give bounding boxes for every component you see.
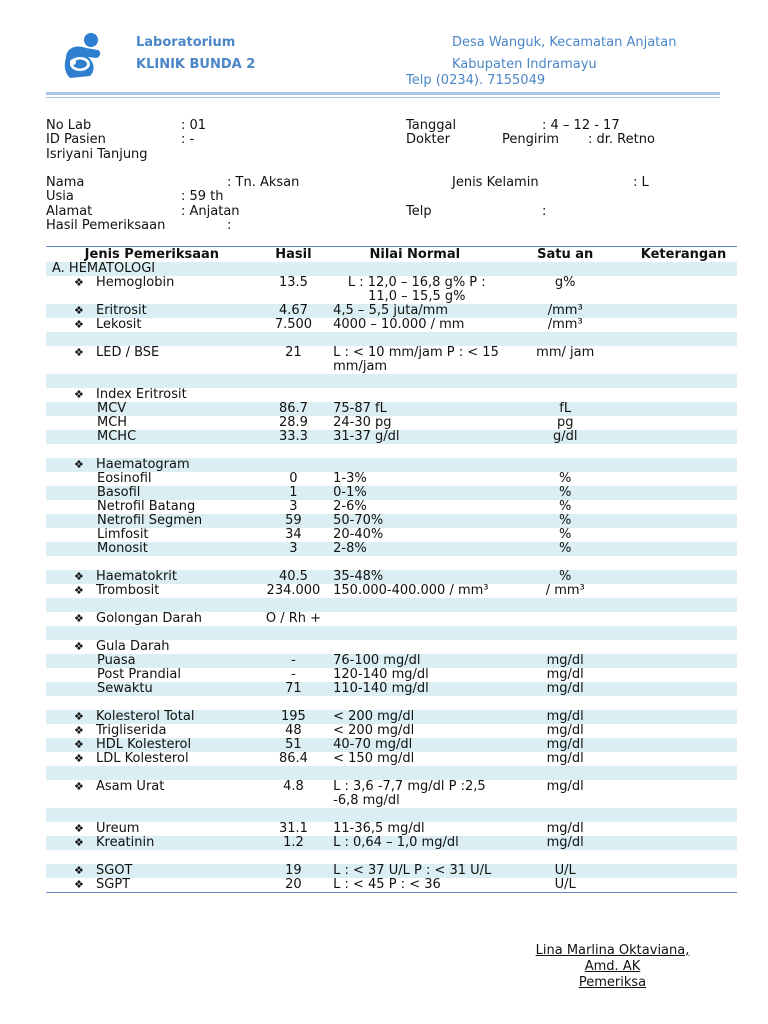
normal-range — [329, 388, 500, 402]
unit-value: % — [559, 499, 572, 514]
result-value: 33.3 — [258, 430, 329, 444]
dokter-value: : dr. Retno — [588, 132, 655, 147]
result-value: 71 — [258, 682, 329, 696]
test-name: Gula Darah — [96, 639, 170, 654]
usia-value: : 59 th — [181, 189, 224, 204]
signature-role: Pemeriksa — [578, 975, 647, 990]
test-name: Post Prandial — [97, 667, 181, 682]
usia-label: Usia — [46, 189, 74, 204]
normal-range: 0-1% — [329, 486, 500, 500]
unit-value — [500, 612, 630, 626]
normal-range: 120-140 mg/dl — [333, 667, 429, 682]
result-value: 195 — [258, 710, 329, 724]
normal-range — [329, 458, 500, 472]
result-value: 59 — [258, 514, 329, 528]
pengirim-label: Pengirim — [502, 132, 560, 147]
test-name: SGOT — [96, 863, 133, 878]
table-row — [46, 612, 737, 626]
normal-range: L : < 45 P : < 36 — [333, 877, 441, 892]
unit-value: g% — [554, 275, 576, 290]
alamat-label: Alamat — [46, 204, 93, 219]
unit-value: % — [559, 471, 572, 486]
test-name: LED / BSE — [96, 345, 160, 360]
unit-value: g/dl — [500, 430, 630, 444]
test-name-cell — [46, 304, 258, 318]
test-name: SGPT — [96, 877, 131, 892]
test-name-cell — [46, 430, 258, 444]
keterangan-cell — [630, 710, 737, 724]
spacer-row — [46, 556, 737, 570]
table-row — [46, 668, 737, 682]
normal-range: 40-70 mg/dl — [329, 738, 500, 752]
unit-value: / mm³ — [545, 583, 585, 598]
test-name-cell — [46, 528, 258, 542]
bullet-icon: ❖ — [74, 822, 84, 835]
test-name-cell — [46, 486, 258, 500]
unit-value: % — [500, 486, 630, 500]
table-row — [46, 416, 737, 430]
keterangan-cell — [630, 402, 737, 416]
telp-value: : — [542, 204, 547, 219]
keterangan-cell — [630, 528, 737, 542]
normal-range — [329, 612, 500, 626]
test-name-cell — [46, 472, 258, 486]
table-row — [46, 654, 737, 668]
col-satuan: Satu an — [537, 247, 594, 262]
test-name: Lekosit — [96, 317, 142, 332]
unit-value: pg — [556, 415, 574, 430]
test-name: Limfosit — [97, 527, 149, 542]
test-name-cell — [46, 836, 258, 850]
normal-range — [329, 640, 500, 654]
bullet-icon: ❖ — [74, 836, 84, 849]
test-name-cell — [46, 724, 258, 738]
keterangan-cell — [630, 836, 737, 850]
id-pasien-value: : - — [181, 132, 195, 147]
table-row — [46, 682, 737, 696]
test-name: Kreatinin — [96, 835, 155, 850]
table-row — [46, 584, 737, 598]
address-line2: Kabupaten Indramayu — [452, 57, 597, 72]
spacer-row — [46, 766, 737, 780]
jenis-kelamin-label: Jenis Kelamin — [452, 175, 539, 190]
unit-value: mg/dl — [546, 779, 584, 794]
telp-label: Telp — [406, 204, 432, 219]
result-value: 31.1 — [278, 821, 308, 836]
keterangan-cell — [630, 304, 737, 318]
test-name-cell — [46, 668, 258, 682]
keterangan-cell — [630, 584, 737, 598]
test-name: Index Eritrosit — [96, 387, 187, 402]
spacer-cell — [46, 374, 737, 388]
test-name: Kolesterol Total — [96, 709, 195, 724]
normal-range: 4,5 – 5,5 juta/mm — [329, 304, 500, 318]
test-name: HDL Kolesterol — [96, 737, 192, 752]
normal-range: 1-3% — [333, 471, 367, 486]
test-name: Haematogram — [96, 457, 190, 472]
unit-value: U/L — [500, 864, 630, 878]
normal-range: 35-48% — [329, 570, 500, 584]
table-row — [46, 276, 737, 304]
keterangan-cell — [630, 654, 737, 668]
lab-label: Laboratorium — [136, 35, 236, 50]
keterangan-cell — [630, 416, 737, 430]
nama-value: : Tn. Aksan — [227, 175, 300, 190]
result-value: 4.67 — [258, 304, 329, 318]
normal-range: 150.000-400.000 / mm³ — [333, 583, 489, 598]
spacer-cell — [46, 598, 737, 612]
result-value — [258, 458, 329, 472]
table-row — [46, 514, 737, 528]
alamat-value: : Anjatan — [181, 204, 240, 219]
spacer-cell — [46, 556, 737, 570]
keterangan-cell — [630, 430, 737, 444]
table-row — [46, 346, 737, 374]
keterangan-cell — [630, 780, 737, 808]
test-name: Eosinofil — [97, 471, 152, 486]
test-name-cell — [46, 640, 258, 654]
table-row — [46, 738, 737, 752]
table-row — [46, 486, 737, 500]
result-value: 48 — [285, 723, 302, 738]
keterangan-cell — [630, 486, 737, 500]
unit-value: /mm³ — [547, 317, 583, 332]
nama-label: Nama — [46, 175, 85, 190]
bullet-icon: ❖ — [74, 584, 84, 597]
result-value: 234.000 — [266, 583, 321, 598]
keterangan-cell — [630, 570, 737, 584]
table-row — [46, 388, 737, 402]
bullet-icon: ❖ — [74, 640, 84, 653]
bullet-icon: ❖ — [74, 738, 84, 751]
test-name: Eritrosit — [96, 303, 147, 318]
test-name: Netrofil Batang — [97, 499, 196, 514]
test-name-cell — [46, 346, 258, 374]
table-row — [46, 570, 737, 584]
spacer-cell — [46, 808, 737, 822]
signature-title: Amd. AK — [584, 959, 641, 974]
bullet-icon: ❖ — [74, 388, 84, 401]
table-header-row — [46, 247, 737, 263]
keterangan-cell — [630, 682, 737, 696]
hasil-pemeriksaan-label: Hasil Pemeriksaan — [46, 218, 166, 233]
tanggal-value: : 4 – 12 - 17 — [542, 118, 620, 133]
result-value — [258, 388, 329, 402]
table-row — [46, 402, 737, 416]
spacer-cell — [46, 850, 737, 864]
test-name-cell — [46, 584, 258, 598]
result-value: - — [291, 667, 296, 682]
normal-range: 20-40% — [333, 527, 384, 542]
unit-value: /mm³ — [500, 304, 630, 318]
unit-value: U/L — [554, 877, 576, 892]
table-row — [46, 822, 737, 836]
bullet-icon: ❖ — [74, 304, 84, 317]
test-name-cell — [46, 276, 258, 304]
table-row — [46, 430, 737, 444]
table-row — [46, 458, 737, 472]
bullet-icon: ❖ — [74, 458, 84, 471]
result-value: - — [258, 654, 329, 668]
bullet-icon: ❖ — [74, 878, 84, 891]
unit-value: mg/dl — [500, 682, 630, 696]
unit-value: % — [500, 514, 630, 528]
col-nilai-normal: Nilai Normal — [369, 247, 461, 262]
keterangan-cell — [630, 878, 737, 893]
test-name: Basofil — [97, 485, 141, 500]
unit-value: mg/dl — [500, 710, 630, 724]
result-value: 1 — [258, 486, 329, 500]
normal-range: 75-87 fL — [329, 402, 500, 416]
bullet-icon: ❖ — [74, 724, 84, 737]
spacer-row — [46, 598, 737, 612]
col-hasil: Hasil — [275, 247, 312, 262]
unit-value: mm/ jam — [536, 345, 595, 360]
spacer-row — [46, 696, 737, 710]
keterangan-cell — [630, 346, 737, 374]
bullet-icon: ❖ — [74, 780, 84, 793]
unit-value — [500, 388, 630, 402]
unit-value: mg/dl — [500, 654, 630, 668]
keterangan-cell — [630, 514, 737, 528]
results-table — [46, 246, 737, 893]
spacer-cell — [46, 444, 737, 458]
keterangan-cell — [630, 864, 737, 878]
unit-value: mg/dl — [546, 821, 584, 836]
normal-range: L : < 10 mm/jam P : < 15 mm/jam — [333, 345, 499, 374]
result-value: 3 — [289, 499, 298, 514]
normal-range: < 150 mg/dl — [333, 751, 415, 766]
table-row — [46, 710, 737, 724]
id-pasien-label: ID Pasien — [46, 132, 106, 147]
normal-range: < 200 mg/dl — [333, 723, 415, 738]
test-name: MCH — [97, 415, 128, 430]
test-name-cell — [46, 738, 258, 752]
dokter-cont: Isriyani Tanjung — [46, 147, 148, 162]
test-name: Ureum — [96, 821, 140, 836]
signature-name: Lina Marlina Oktaviana, — [535, 943, 690, 958]
keterangan-cell — [630, 640, 737, 654]
no-lab-value: : 01 — [181, 118, 207, 133]
table-row — [46, 640, 737, 654]
normal-range: L : 3,6 -7,7 mg/dl P :2,5 -6,8 mg/dl — [333, 779, 486, 808]
test-name-cell — [46, 822, 258, 836]
test-name-cell — [46, 514, 258, 528]
clinic-name: KLINIK BUNDA 2 — [136, 57, 256, 72]
spacer-row — [46, 626, 737, 640]
result-value: 0 — [289, 471, 298, 486]
bullet-icon: ❖ — [74, 346, 84, 359]
test-name-cell — [46, 780, 258, 808]
test-name: Trombosit — [96, 583, 160, 598]
normal-range: L : < 37 U/L P : < 31 U/L — [329, 864, 500, 878]
unit-value: mg/dl — [500, 836, 630, 850]
table-row — [46, 780, 737, 808]
table-row — [46, 864, 737, 878]
bullet-icon: ❖ — [74, 612, 84, 625]
bullet-icon: ❖ — [74, 276, 84, 289]
test-name-cell — [46, 402, 258, 416]
header-rule — [46, 92, 720, 95]
no-lab-label: No Lab — [46, 118, 92, 133]
result-value: 13.5 — [278, 275, 308, 290]
table-row — [46, 542, 737, 556]
unit-value: mg/dl — [500, 738, 630, 752]
table-row — [46, 528, 737, 542]
unit-value: mg/dl — [546, 723, 584, 738]
normal-range: L : 0,64 – 1,0 mg/dl — [329, 836, 500, 850]
test-name-cell — [46, 542, 258, 556]
keterangan-cell — [630, 318, 737, 332]
bullet-icon: ❖ — [74, 710, 84, 723]
test-name-cell — [46, 752, 258, 766]
normal-range: L : 12,0 – 16,8 g% P : 11,0 – 15,5 g% — [347, 275, 486, 304]
spacer-row — [46, 332, 737, 346]
test-name: Monosit — [97, 541, 148, 556]
test-name: LDL Kolesterol — [96, 751, 189, 766]
dokter-label: Dokter — [406, 132, 450, 147]
result-value: O / Rh + — [265, 611, 322, 626]
keterangan-cell — [630, 668, 737, 682]
unit-value — [500, 458, 630, 472]
test-name: Sewaktu — [97, 681, 153, 696]
section-row — [46, 262, 737, 276]
test-name-cell — [46, 710, 258, 724]
normal-range: 31-37 g/dl — [329, 430, 500, 444]
result-value: 7.500 — [274, 317, 313, 332]
unit-value: mg/dl — [546, 751, 584, 766]
result-value — [258, 640, 329, 654]
unit-value: mg/dl — [546, 667, 584, 682]
normal-range: 50-70% — [329, 514, 500, 528]
col-keterangan: Keterangan — [640, 247, 727, 262]
result-value: 51 — [258, 738, 329, 752]
keterangan-cell — [630, 822, 737, 836]
keterangan-cell — [630, 276, 737, 304]
test-name-cell — [46, 388, 258, 402]
spacer-row — [46, 808, 737, 822]
header-rule-thin — [46, 97, 720, 98]
spacer-cell — [46, 766, 737, 780]
result-value: 34 — [285, 527, 302, 542]
normal-range: 2-6% — [333, 499, 367, 514]
result-value: 86.7 — [258, 402, 329, 416]
unit-value: fL — [500, 402, 630, 416]
normal-range: 110-140 mg/dl — [329, 682, 500, 696]
table-row — [46, 304, 737, 318]
table-row — [46, 752, 737, 766]
test-name-cell — [46, 878, 258, 893]
test-name-cell — [46, 416, 258, 430]
test-name: Golongan Darah — [96, 611, 202, 626]
bullet-icon: ❖ — [74, 864, 84, 877]
result-value: 21 — [285, 345, 302, 360]
result-value: 86.4 — [278, 751, 308, 766]
test-name-cell — [46, 654, 258, 668]
normal-range: < 200 mg/dl — [329, 710, 500, 724]
keterangan-cell — [630, 458, 737, 472]
result-value: 20 — [285, 877, 302, 892]
keterangan-cell — [630, 472, 737, 486]
normal-range: 4000 – 10.000 / mm — [333, 317, 465, 332]
section-title: A. HEMATOLOGI — [46, 262, 737, 276]
keterangan-cell — [630, 500, 737, 514]
table-row — [46, 724, 737, 738]
unit-value: % — [500, 570, 630, 584]
spacer-cell — [46, 696, 737, 710]
test-name-cell — [46, 612, 258, 626]
test-name-cell — [46, 864, 258, 878]
test-name: Hemoglobin — [96, 275, 175, 290]
unit-value: % — [500, 542, 630, 556]
spacer-row — [46, 444, 737, 458]
hasil-pemeriksaan-value: : — [227, 218, 232, 233]
unit-value: % — [559, 527, 572, 542]
test-name-cell — [46, 500, 258, 514]
test-name: Asam Urat — [96, 779, 165, 794]
signature-block — [520, 943, 705, 990]
spacer-cell — [46, 626, 737, 640]
col-jenis: Jenis Pemeriksaan — [84, 247, 220, 262]
test-name-cell — [46, 458, 258, 472]
tanggal-label: Tanggal — [406, 118, 457, 133]
mother-child-icon — [58, 32, 108, 80]
test-name-cell — [46, 318, 258, 332]
normal-range: 76-100 mg/dl — [329, 654, 500, 668]
table-row — [46, 500, 737, 514]
jenis-kelamin-value: : L — [633, 175, 649, 190]
table-row — [46, 318, 737, 332]
spacer-row — [46, 850, 737, 864]
normal-range: 24-30 pg — [333, 415, 392, 430]
bullet-icon: ❖ — [74, 752, 84, 765]
keterangan-cell — [630, 724, 737, 738]
keterangan-cell — [630, 738, 737, 752]
normal-range: 2-8% — [329, 542, 500, 556]
spacer-row — [46, 374, 737, 388]
result-value: 4.8 — [283, 779, 304, 794]
result-value: 3 — [258, 542, 329, 556]
result-value: 1.2 — [258, 836, 329, 850]
result-value: 19 — [258, 864, 329, 878]
test-name-cell — [46, 570, 258, 584]
test-name: MCV — [97, 401, 127, 416]
table-row — [46, 836, 737, 850]
test-name: Puasa — [97, 653, 136, 668]
table-row — [46, 472, 737, 486]
address-line1: Desa Wanguk, Kecamatan Anjatan — [452, 35, 677, 50]
unit-value — [500, 640, 630, 654]
test-name: Haematokrit — [96, 569, 178, 584]
test-name: MCHC — [97, 429, 137, 444]
result-value: 28.9 — [278, 415, 308, 430]
result-value: 40.5 — [258, 570, 329, 584]
bullet-icon: ❖ — [74, 318, 84, 331]
keterangan-cell — [630, 388, 737, 402]
test-name: Netrofil Segmen — [97, 513, 203, 528]
table-row — [46, 878, 737, 893]
test-name: Trigliserida — [96, 723, 167, 738]
keterangan-cell — [630, 752, 737, 766]
keterangan-cell — [630, 612, 737, 626]
clinic-phone: Telp (0234). 7155049 — [406, 73, 546, 88]
keterangan-cell — [630, 542, 737, 556]
bullet-icon: ❖ — [74, 570, 84, 583]
normal-range: 11-36,5 mg/dl — [333, 821, 425, 836]
spacer-cell — [46, 332, 737, 346]
test-name-cell — [46, 682, 258, 696]
